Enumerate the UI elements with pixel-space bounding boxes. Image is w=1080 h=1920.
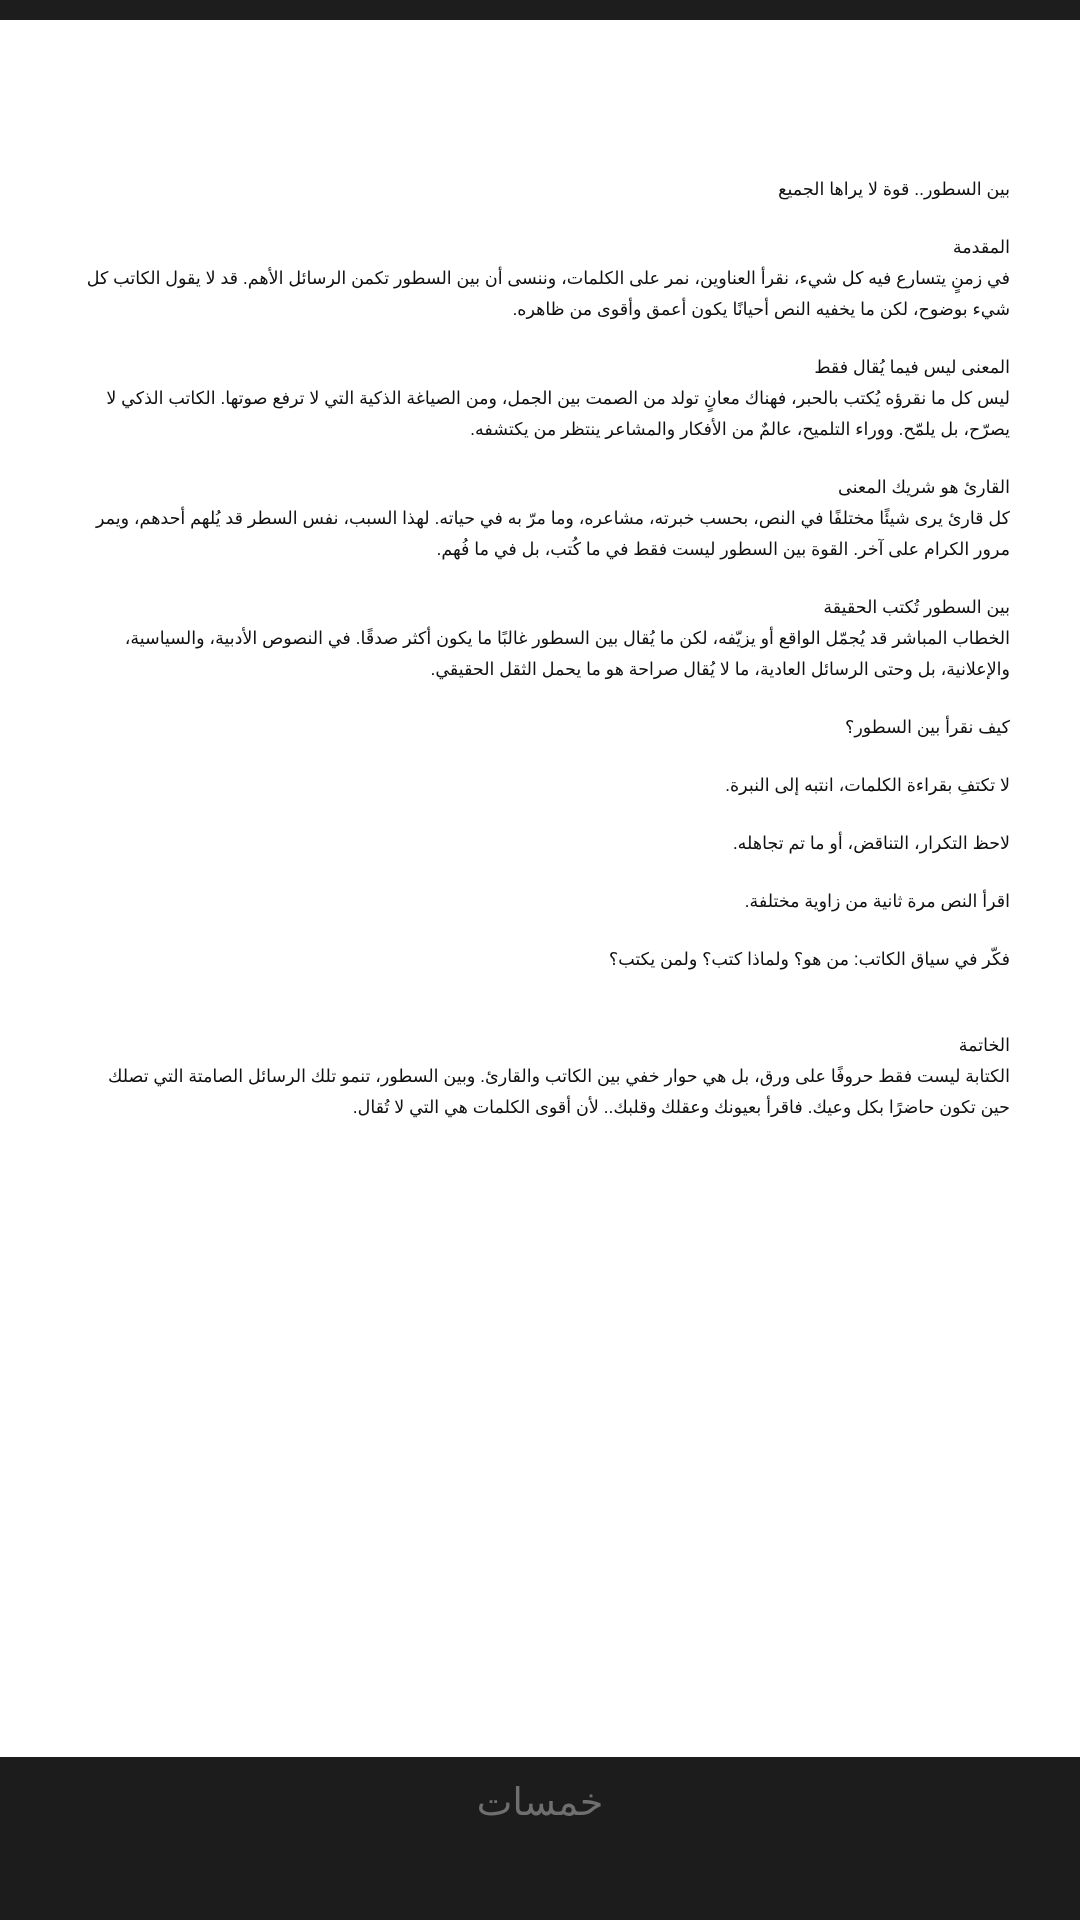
- status-bar: [0, 0, 1080, 20]
- how-to-heading: كيف نقرأ بين السطور؟: [845, 717, 1010, 737]
- section-heading: القارئ هو شريك المعنى: [838, 477, 1010, 497]
- section-meaning: [75, 352, 1010, 445]
- tip-item: لاحظ التكرار، التناقض، أو ما تم تجاهله.: [732, 833, 1010, 853]
- section-heading: المقدمة: [952, 237, 1010, 257]
- section-paragraph: الخطاب المباشر قد يُجمّل الواقع أو يزيّفه، لكن ما يُقال بين السطور غالبًا ما يكون أكثر صدقًا. في النصوص الأدبية، والسياسية، والإعلانية، بل وحتى الرسائل العادية، ما لا يُقال صراحة هو ما يحمل الثقل الحقيقي.: [124, 628, 1010, 679]
- document-title: بين السطور.. قوة لا يراها الجميع: [778, 179, 1010, 199]
- section-reader: [75, 472, 1010, 565]
- section-introduction: [75, 232, 1010, 325]
- tip-item: لا تكتفِ بقراءة الكلمات، انتبه إلى النبرة.: [725, 775, 1010, 795]
- section-heading: المعنى ليس فيما يُقال فقط: [814, 357, 1010, 377]
- section-paragraph: كل قارئ يرى شيئًا مختلفًا في النص، بحسب خبرته، مشاعره، وما مرّ به في حياته. لهذا السبب، نفس السطر قد يُلهم أحدهم، ويمر مرور الكرام على آخر. القوة بين السطور ليست فقط في ما كُتب، بل في ما فُهم.: [95, 508, 1010, 559]
- watermark-logo: خمسات: [476, 1780, 604, 1824]
- document-body: [75, 174, 1010, 1150]
- section-paragraph: ليس كل ما نقرؤه يُكتب بالحبر، فهناك معانٍ تولد من الصمت بين الجمل، ومن الصياغة الذكية التي لا ترفع صوتها. الكاتب الذكي لا يصرّح، بل يلمّح. ووراء التلميح، عالمٌ من الأفكار والمشاعر ينتظر من يكتشفه.: [106, 388, 1010, 439]
- section-heading: الخاتمة: [958, 1035, 1010, 1055]
- section-paragraph: الكتابة ليست فقط حروفًا على ورق، بل هي حوار خفي بين الكاتب والقارئ. وبين السطور، تنمو تلك الرسائل الصامتة التي تصلك حين تكون حاضرًا بكل وعيك. فاقرأ بعيونك وعقلك وقلبك.. لأن أقوى الكلمات هي التي لا تُقال.: [107, 1066, 1010, 1117]
- section-heading: بين السطور تُكتب الحقيقة: [823, 597, 1010, 617]
- section-conclusion: [75, 1030, 1010, 1123]
- tip-item: فكّر في سياق الكاتب: من هو؟ ولماذا كتب؟ ولمن يكتب؟: [608, 949, 1010, 969]
- section-truth: [75, 592, 1010, 685]
- tip-item: اقرأ النص مرة ثانية من زاوية مختلفة.: [744, 891, 1010, 911]
- section-paragraph: في زمنٍ يتسارع فيه كل شيء، نقرأ العناوين، نمر على الكلمات، وننسى أن بين السطور تكمن الرسائل الأهم. قد لا يقول الكاتب كل شيء بوضوح، لكن ما يخفيه النص أحيانًا يكون أعمق وأقوى من ظاهره.: [86, 268, 1010, 319]
